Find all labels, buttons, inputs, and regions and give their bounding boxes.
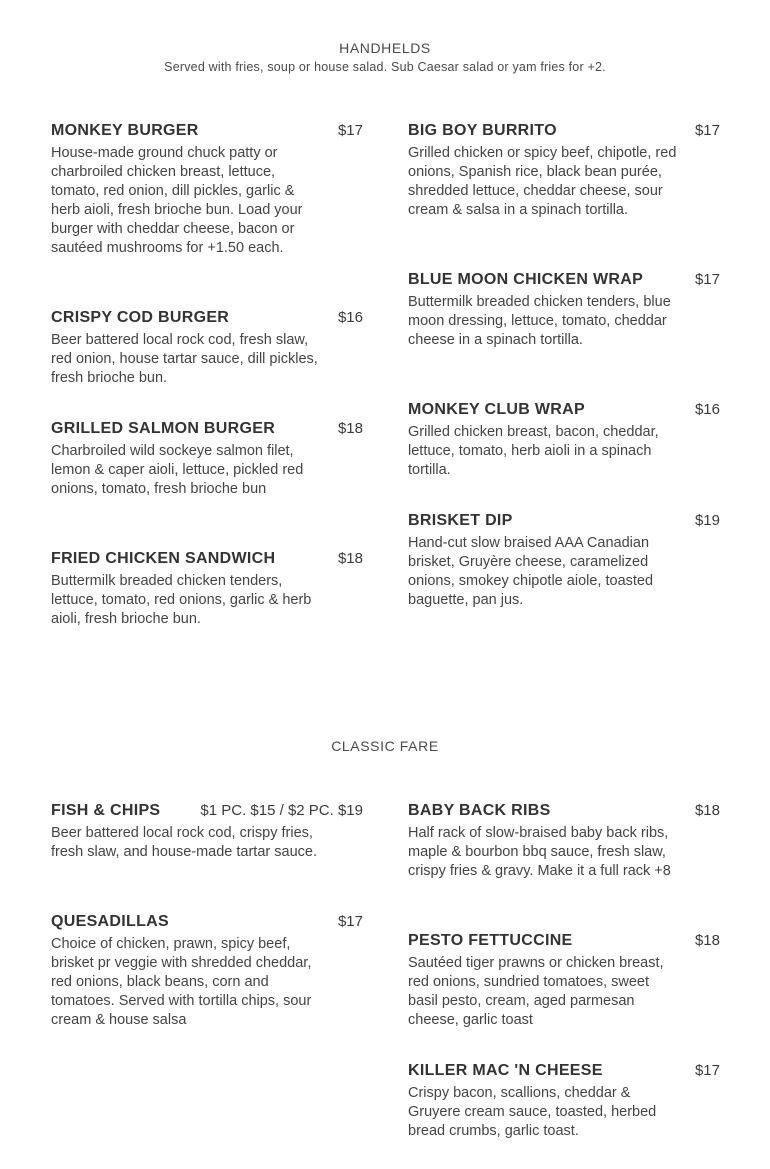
- item-description: Sautéed tiger prawns or chicken breast, red onions, sundried tomatoes, sweet basil pesto, cream, aged parmesan cheese, garlic toast: [408, 955, 664, 1028]
- item-description: Crispy bacon, scallions, cheddar & Gruyere cream sauce, toasted, herbed bread crumbs, garlic toast.: [408, 1085, 657, 1139]
- item-price: $1 PC. $15 / $2 PC. $19: [200, 802, 363, 819]
- item-price: $17: [694, 1062, 720, 1079]
- item-price: $18: [337, 420, 363, 437]
- classic-fare-header: [0, 738, 770, 754]
- item-price: $17: [694, 271, 720, 288]
- item-price: $18: [694, 802, 720, 819]
- menu-item: [408, 401, 720, 480]
- handhelds-header: [0, 40, 770, 74]
- item-description: Charbroiled wild sockeye salmon filet, lemon & caper aioli, lettuce, pickled red onions, tomato, fresh brioche bun: [51, 443, 304, 497]
- menu-item: [51, 802, 363, 862]
- item-name: PESTO FETTUCCINE: [408, 932, 573, 949]
- item-name: FISH & CHIPS: [51, 802, 161, 819]
- menu-item: [51, 550, 363, 629]
- item-name: CRISPY COD BURGER: [51, 309, 230, 326]
- item-description: Buttermilk breaded chicken tenders, blue moon dressing, lettuce, tomato, cheddar cheese in a spinach tortilla.: [408, 294, 671, 348]
- menu-item: [408, 271, 720, 350]
- item-name: BRISKET DIP: [408, 512, 513, 529]
- item-description: Beer battered local rock cod, fresh slaw, red onion, house tartar sauce, dill pickles, fresh brioche bun.: [51, 332, 318, 386]
- item-name: BIG BOY BURRITO: [408, 122, 557, 139]
- item-description: House-made ground chuck patty or charbroiled chicken breast, lettuce, tomato, red onion, dill pickles, garlic & herb aioli, fresh brioche bun. Load your burger with cheddar cheese, bacon or sautéed mushrooms for +1.50 each.: [51, 145, 303, 256]
- item-price: $16: [337, 309, 363, 326]
- menu-item: [51, 913, 363, 1030]
- item-name: GRILLED SALMON BURGER: [51, 420, 276, 437]
- item-price: $17: [337, 913, 363, 930]
- item-name: BABY BACK RIBS: [408, 802, 551, 819]
- item-description: Hand-cut slow braised AAA Canadian brisket, Gruyère cheese, caramelized onions, smokey chipotle aiole, toasted baguette, pan jus.: [408, 535, 654, 608]
- menu-item: [408, 122, 720, 220]
- section-title-handhelds: HANDHELDS: [339, 40, 431, 56]
- item-name: BLUE MOON CHICKEN WRAP: [408, 271, 644, 288]
- item-name: MONKEY CLUB WRAP: [408, 401, 585, 418]
- item-description: Grilled chicken breast, bacon, cheddar, lettuce, tomato, herb aioli in a spinach tortilla.: [408, 424, 659, 478]
- item-name: QUESADILLAS: [51, 913, 169, 930]
- menu-item: [51, 309, 363, 388]
- item-name: MONKEY BURGER: [51, 122, 199, 139]
- item-name: KILLER MAC 'N CHEESE: [408, 1062, 603, 1079]
- item-price: $17: [337, 122, 363, 139]
- menu-item: [408, 512, 720, 610]
- item-price: $18: [694, 932, 720, 949]
- menu-item: [408, 802, 720, 881]
- item-price: $19: [694, 512, 720, 529]
- section-subtitle-handhelds: Served with fries, soup or house salad. Sub Caesar salad or yam fries for +2.: [164, 60, 606, 74]
- item-price: $16: [694, 401, 720, 418]
- item-name: FRIED CHICKEN SANDWICH: [51, 550, 276, 567]
- item-description: Half rack of slow-braised baby back ribs, maple & bourbon bbq sauce, fresh slaw, crispy fries & gravy. Make it a full rack +8: [408, 825, 671, 879]
- item-description: Choice of chicken, prawn, spicy beef, brisket pr veggie with shredded cheddar, red onions, black beans, corn and tomatoes. Served with tortilla chips, sour cream & house salsa: [51, 936, 312, 1028]
- menu-item: [408, 1062, 720, 1141]
- item-description: Grilled chicken or spicy beef, chipotle, red onions, Spanish rice, black bean purée, shredded lettuce, cheddar cheese, sour cream & salsa in a spinach tortilla.: [408, 145, 677, 218]
- item-price: $18: [337, 550, 363, 567]
- menu-item: [408, 932, 720, 1030]
- menu-item: [51, 420, 363, 499]
- item-price: $17: [694, 122, 720, 139]
- item-description: Beer battered local rock cod, crispy fries, fresh slaw, and house-made tartar sauce.: [51, 825, 317, 860]
- menu-item: [51, 122, 363, 258]
- item-description: Buttermilk breaded chicken tenders, lettuce, tomato, red onions, garlic & herb aioli, fresh brioche bun.: [51, 573, 312, 627]
- section-title-classic-fare: CLASSIC FARE: [331, 738, 439, 754]
